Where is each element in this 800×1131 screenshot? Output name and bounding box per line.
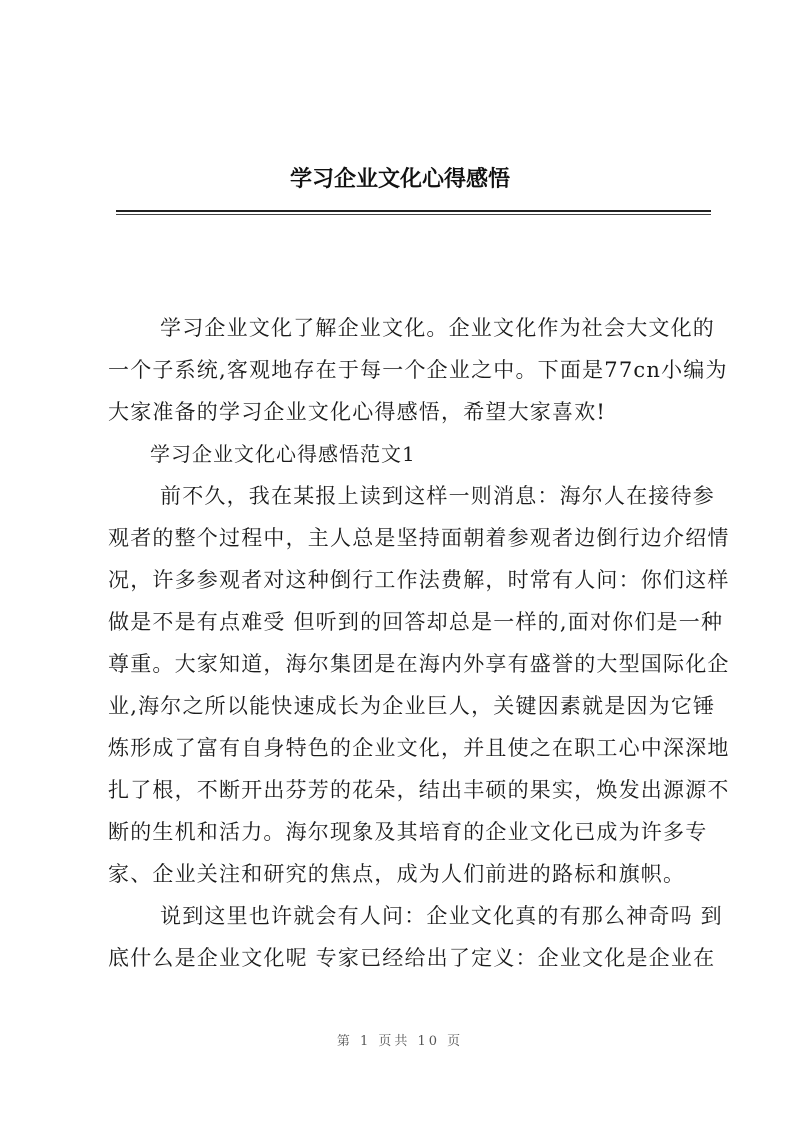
- body-line-2: 观者的整个过程中，主人总是坚持面朝着参观者边倒行边介绍情: [108, 526, 730, 550]
- body-line-7: 炼形成了富有自身特色的企业文化，并且使之在职工心中深深地: [108, 736, 730, 760]
- body-line-3: 况，许多参观者对这种倒行工作法费解，时常有人问：你们这样: [108, 568, 730, 592]
- intro-line-1: 学习企业文化了解企业文化。企业文化作为社会大文化的: [160, 316, 715, 340]
- page-footer: 第 1 页共 10 页: [336, 1034, 464, 1049]
- intro-line-3: 大家准备的学习企业文化心得感悟，希望大家喜欢!: [108, 400, 607, 424]
- page-title: 学习企业文化心得感悟: [289, 167, 510, 192]
- body-line-8: 扎了根，不断开出芬芳的花朵，结出丰硕的果实，焕发出源源不: [108, 778, 730, 802]
- body-line-11: 说到这里也许就会有人问：企业文化真的有那么神奇吗 到: [160, 904, 723, 928]
- body-line-4: 做是不是有点难受 但听到的回答却总是一样的,面对你们是一种: [108, 610, 724, 634]
- title-rule: [116, 210, 711, 212]
- title-rule-thin: [116, 214, 711, 215]
- section-subheading: 学习企业文化心得感悟范文1: [150, 442, 416, 466]
- body-line-5: 尊重。大家知道，海尔集团是在海内外享有盛誉的大型国际化企: [108, 652, 730, 676]
- body-line-12: 底什么是企业文化呢 专家已经给出了定义：企业文化是企业在: [108, 946, 716, 970]
- body-line-1: 前不久，我在某报上读到这样一则消息：海尔人在接待参: [160, 484, 715, 508]
- body-line-9: 断的生机和活力。海尔现象及其培育的企业文化已成为许多专: [108, 820, 708, 844]
- body-line-6: 业,海尔之所以能快速成长为企业巨人，关键因素就是因为它锤: [108, 694, 716, 718]
- body-line-10: 家、企业关注和研究的焦点，成为人们前进的路标和旗帜。: [108, 862, 686, 886]
- intro-line-2: 一个子系统,客观地存在于每一个企业之中。下面是77cn小编为: [108, 358, 728, 382]
